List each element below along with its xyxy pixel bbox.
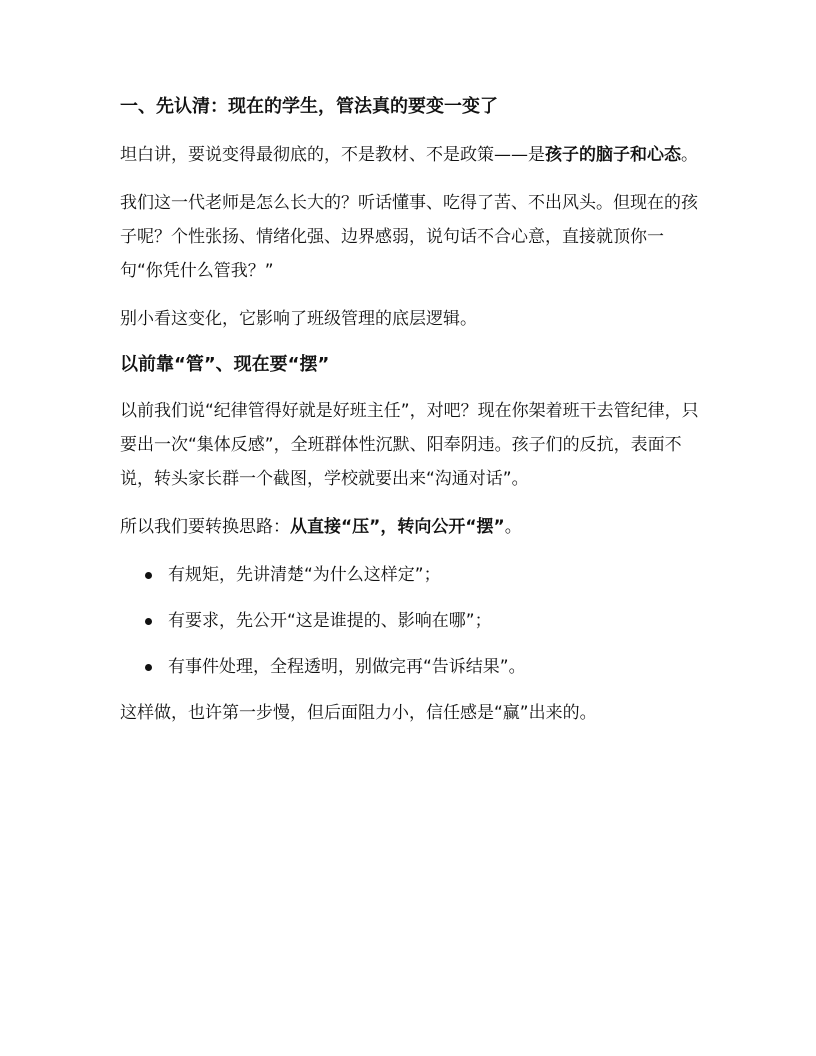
paragraph-intro [120, 138, 700, 172]
paragraph-change: 别小看这变化，它影响了班级管理的底层逻辑。 [120, 309, 477, 329]
document-page [120, 92, 700, 744]
list-item [120, 650, 700, 684]
list-item-text: 有规矩，先讲清楚“为什么这样定”； [168, 565, 441, 585]
list-item-text: 有要求，先公开“这是谁提的、影响在哪”； [168, 611, 492, 631]
section-heading: 一、先认清：现在的学生，管法真的要变一变了 [120, 96, 498, 117]
bullet-dot-icon [145, 664, 152, 671]
list-item [120, 558, 700, 592]
paragraph-approach-text: 所以我们要转换思路： [120, 517, 290, 537]
bullet-dot-icon [145, 618, 152, 625]
paragraph-approach-bold: 从直接“压”，转向公开“摆” [290, 517, 505, 537]
bullet-list [120, 558, 700, 684]
paragraph-conclusion: 这样做，也许第一步慢，但后面阻力小，信任感是“赢”出来的。 [120, 703, 597, 723]
paragraph-generation: 我们这一代老师是怎么长大的？听话懂事、吃得了苦、不出风头。但现在的孩子呢？个性张扬、情绪化强、边界感弱，说句话不合心意，直接就顶你一句“你凭什么管我？” [120, 193, 698, 281]
bullet-dot-icon [145, 572, 152, 579]
paragraph-approach-end: 。 [504, 517, 522, 537]
sub-heading: 以前靠“管”、现在要“摆” [120, 354, 330, 375]
list-item [120, 604, 700, 638]
paragraph-intro-text: 坦白讲，要说变得最彻底的，不是教材、不是政策——是 [120, 145, 545, 165]
paragraph-approach [120, 510, 700, 544]
list-item-text: 有事件处理，全程透明，别做完再“告诉结果”。 [168, 657, 526, 677]
paragraph-intro-end: 。 [681, 145, 698, 165]
paragraph-discipline: 以前我们说“纪律管得好就是好班主任”，对吧？现在你架着班干去管纪律，只要出一次“集体反感”，全班群体性沉默、阳奉阴违。孩子们的反抗，表面不说，转头家长群一个截图，学校就要出来“沟通对话”。 [120, 401, 699, 489]
paragraph-intro-bold: 孩子的脑子和心态 [545, 145, 681, 165]
